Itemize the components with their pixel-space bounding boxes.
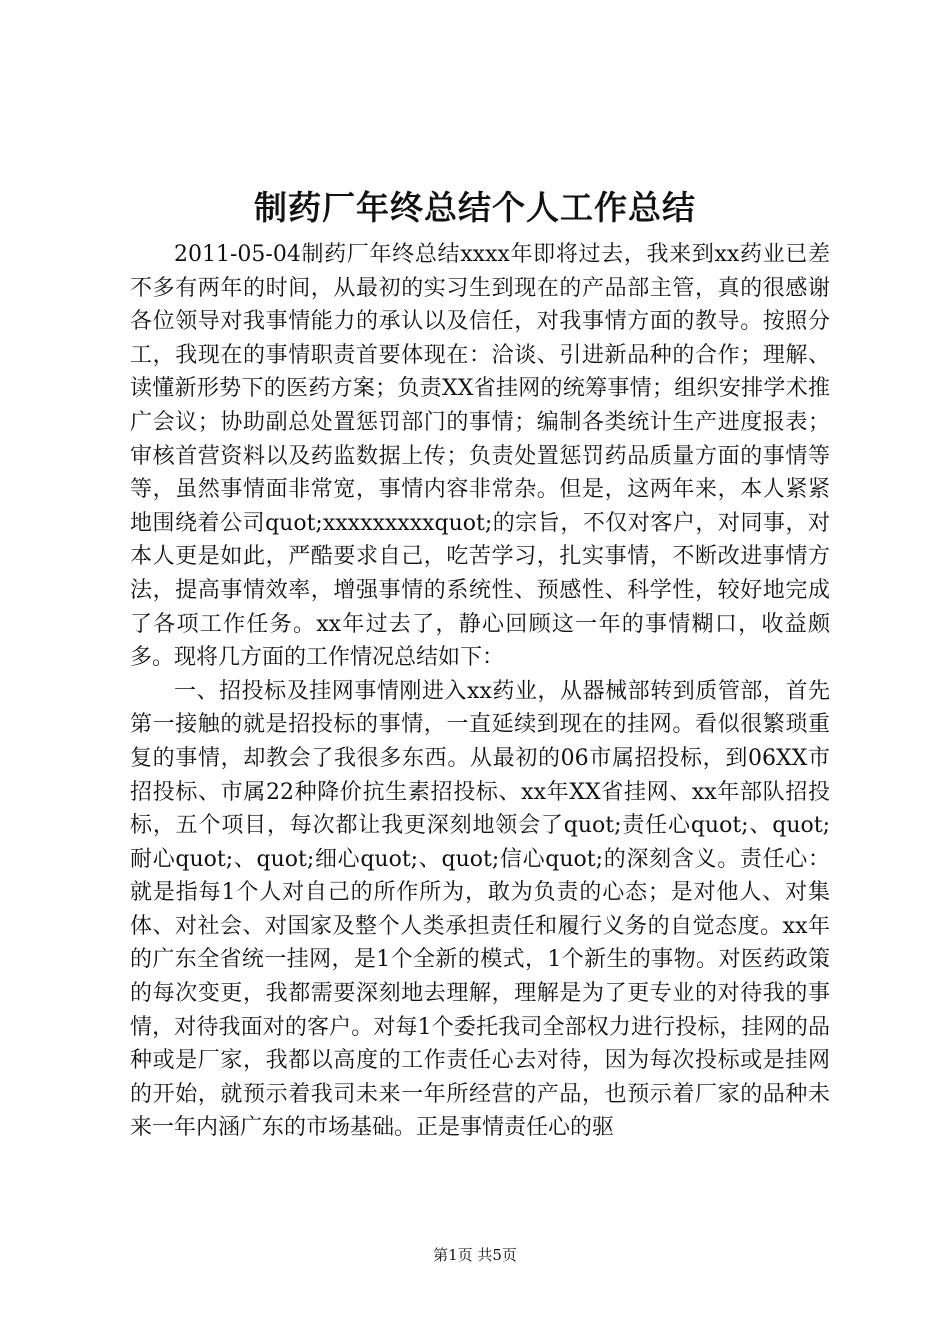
document-body (130, 238, 830, 1145)
paragraph: 一、招投标及挂网事情刚进入xx药业，从器械部转到质管部，首先第一接触的就是招投标的事情，一直延续到现在的挂网。看似很繁琐重复的事情，却教会了我很多东西。从最初的06市属招投标，到06XX市招投标、市属22种降价抗生素招投标、xx年XX省挂网、xx年部队招投标，五个项目，每次都让我更深刻地领会了quot;责任心quot;、quot;耐心quot;、quot;细心quot;、quot;信心quot;的深刻含义。责任心：就是指每1个人对自己的所作所为，敢为负责的心态；是对他人、对集体、对社会、对国家及整个人类承担责任和履行义务的自觉态度。xx年的广东全省统一挂网，是1个全新的模式，1个新生的事物。对医药政策的每次变更，我都需要深刻地去理解，理解是为了更专业的对待我的事情，对待我面对的客户。对每1个委托我司全部权力进行投标，挂网的品种或是厂家，我都以高度的工作责任心去对待，因为每次投标或是挂网的开始，就预示着我司未来一年所经营的产品，也预示着厂家的品种未来一年内涵广东的市场基础。正是事情责任心的驱 (130, 678, 830, 1141)
document-title: 制药厂年终总结个人工作总结 (254, 188, 696, 227)
paragraph: 2011-05-04制药厂年终总结xxxx年即将过去，我来到xx药业已差不多有两年的时间，从最初的实习生到现在的产品部主管，真的很感谢各位领导对我事情能力的承认以及信任，对我事情方面的教导。按照分工，我现在的事情职责首要体现在：洽谈、引进新品种的合作；理解、读懂新形势下的医药方案；负责XX省挂网的统筹事情；组织安排学术推广会议；协助副总处置惩罚部门的事情；编制各类统计生产进度报表；审核首营资料以及药监数据上传；负责处置惩罚药品质量方面的事情等等，虽然事情面非常宽，事情内容非常杂。但是，这两年来，本人紧紧地围绕着公司quot;xxxxxxxxxquot;的宗旨，不仅对客户，对同事，对本人更是如此，严酷要求自己，吃苦学习，扎实事情，不断改进事情方法，提高事情效率，增强事情的系统性、预感性、科学性，较好地完成了各项工作任务。xx年过去了，静心回顾这一年的事情糊口，收益颇多。现将几方面的工作情况总结如下： (130, 242, 830, 671)
page-footer: 第1页 共5页 (433, 1246, 517, 1264)
